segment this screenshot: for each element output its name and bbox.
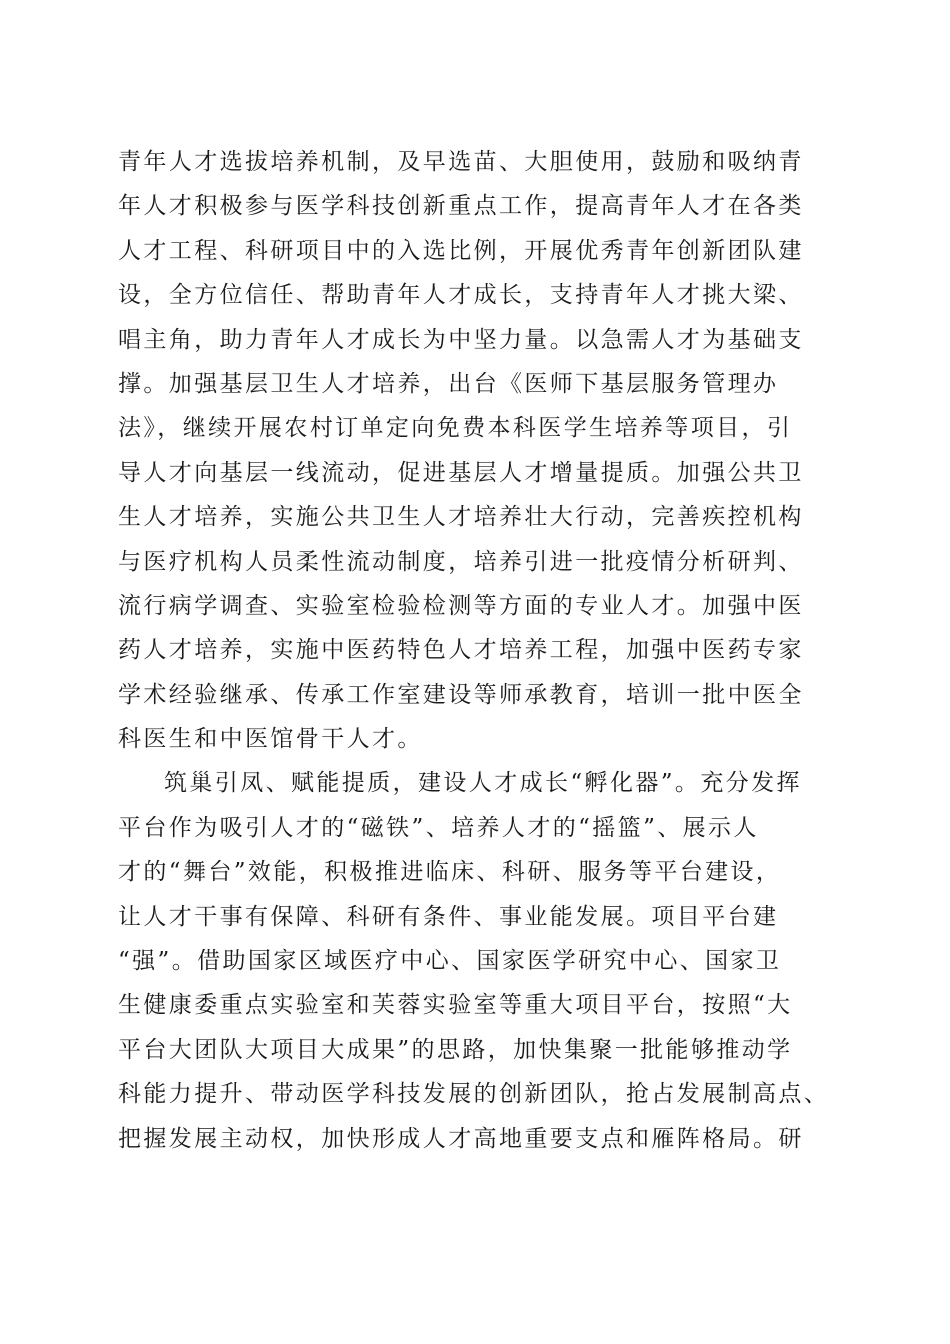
paragraph-line: 科医生和中医馆骨干人才。 (118, 726, 423, 753)
paragraph-line: 让人才干事有保障、科研有条件、事业能发展。项目平台建 (118, 903, 779, 930)
paragraph-line: 导人才向基层一线流动，促进基层人才增量提质。加强公共卫 (118, 459, 804, 486)
paragraph-line: 撑。加强基层卫生人才培养，出台《医师下基层服务管理办 (118, 370, 779, 397)
paragraph-line: 生健康委重点实验室和芙蓉实验室等重大项目平台，按照“大 (118, 992, 793, 1019)
paragraph-line: “强”。借助国家区域医疗中心、国家医学研究中心、国家卫 (118, 948, 782, 975)
body-text (118, 140, 838, 1161)
paragraph-line: 才的“舞台”效能，积极推进临床、科研、服务等平台建设， (118, 859, 782, 886)
paragraph-line: 流行病学调查、实验室检验检测等方面的专业人才。加强中医 (118, 592, 804, 619)
paragraph-line: 科能力提升、带动医学科技发展的创新团队，抢占发展制高点、 (118, 1081, 830, 1108)
paragraph-line: 平台作为吸引人才的“磁铁”、培养人才的“摇篮”、展示人 (118, 814, 759, 841)
paragraph-1 (118, 140, 838, 761)
paragraph-line: 设，全方位信任、帮助青年人才成长，支持青年人才挑大梁、 (118, 282, 804, 309)
paragraph-line: 年人才积极参与医学科技创新重点工作，提高青年人才在各类 (118, 193, 804, 220)
paragraph-line: 平台大团队大项目大成果”的思路，加快集聚一批能够推动学 (118, 1036, 793, 1063)
paragraph-line: 法》，继续开展农村订单定向免费本科医学生培养等项目，引 (118, 415, 793, 442)
paragraph-line: 筑巢引凤、赋能提质，建设人才成长“孵化器”。充分发挥 (164, 770, 802, 797)
paragraph-line: 唱主角，助力青年人才成长为中坚力量。以急需人才为基础支 (118, 326, 804, 353)
paragraph-line: 生人才培养，实施公共卫生人才培养壮大行动，完善疾控机构 (118, 504, 804, 531)
paragraph-line: 青年人才选拔培养机制，及早选苗、大胆使用，鼓励和吸纳青 (118, 149, 804, 175)
paragraph-line: 药人才培养，实施中医药特色人才培养工程，加强中医药专家 (118, 637, 804, 664)
paragraph-line: 人才工程、科研项目中的入选比例，开展优秀青年创新团队建 (118, 237, 804, 264)
paragraph-line: 学术经验继承、传承工作室建设等师承教育，培训一批中医全 (118, 681, 804, 708)
paragraph-line: 与医疗机构人员柔性流动制度，培养引进一批疫情分析研判、 (118, 548, 804, 575)
paragraph-line: 把握发展主动权，加快形成人才高地重要支点和雁阵格局。研 (118, 1125, 804, 1152)
paragraph-2 (118, 761, 838, 1161)
